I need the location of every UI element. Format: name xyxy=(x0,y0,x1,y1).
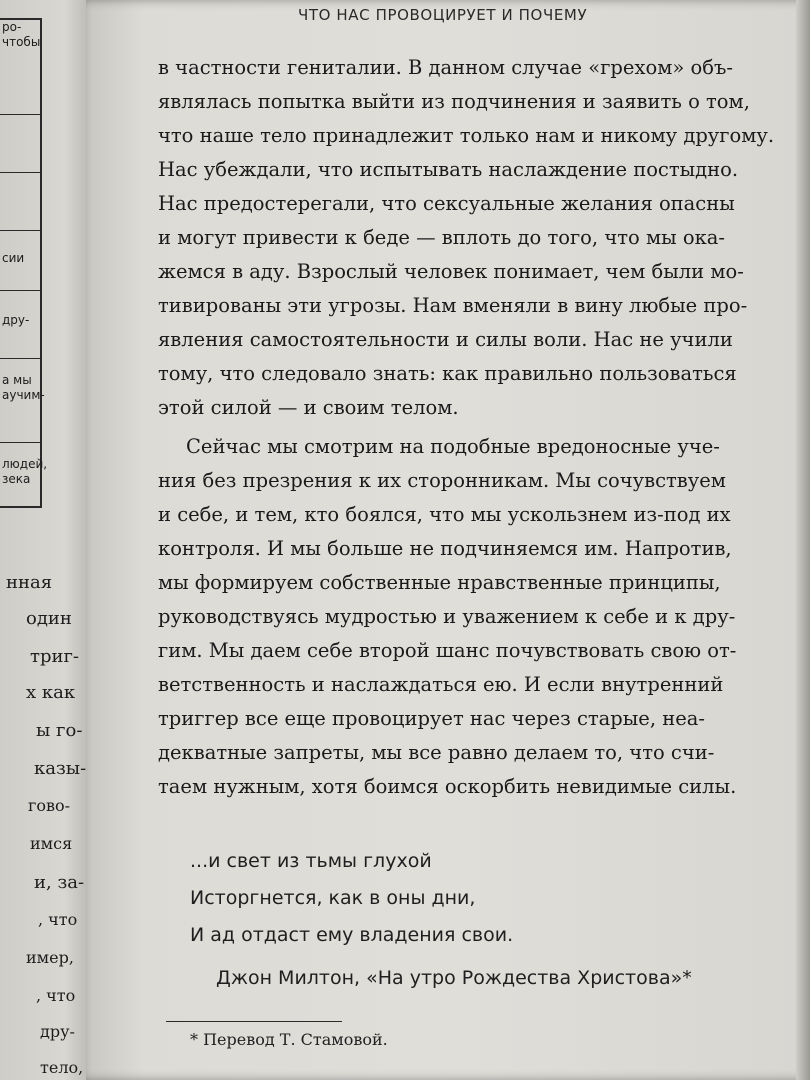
text-line: Нас предостерегали, что сексуальные желания опасны xyxy=(158,192,735,215)
text-line: и себе, и тем, кто боялся, что мы ускользнем из-под их xyxy=(158,503,731,526)
facing-page-line: ы го- xyxy=(36,720,83,741)
text-line: этой силой — и своим телом. xyxy=(158,396,459,419)
facing-page-line: имся xyxy=(30,834,73,853)
facing-page-line: х как xyxy=(26,682,76,703)
table-cell xyxy=(0,114,40,172)
paragraph-first-line: Сейчас мы смотрим на подобные вредоносные уче- xyxy=(186,435,720,458)
facing-page-line: имер, xyxy=(26,948,74,967)
text-line: явления самостоятельности и силы воли. Нас не учили xyxy=(158,328,733,351)
facing-page-line: гово- xyxy=(28,796,71,815)
facing-page-line: , что xyxy=(36,986,76,1005)
footnote: * Перевод Т. Стамовой. xyxy=(190,1030,388,1049)
facing-page-line: казы- xyxy=(34,758,87,779)
facing-page-table xyxy=(0,18,48,508)
table-cell xyxy=(0,230,40,290)
table-cell-text: людей, зека xyxy=(2,457,48,486)
table-cell xyxy=(0,172,40,230)
text-line: что наше тело принадлежит только нам и никому другому. xyxy=(158,124,775,147)
facing-page-line: и, за- xyxy=(34,872,85,893)
table-cell-text: сии xyxy=(2,251,25,265)
facing-page-line: триг- xyxy=(30,646,79,667)
text-line: мы формируем собственные нравственные принципы, xyxy=(158,571,721,594)
table-cell-text: а мы аучим- xyxy=(2,373,45,402)
table-cell xyxy=(0,290,40,358)
table-cell xyxy=(0,442,48,508)
epigraph-line: И ад отдаст ему владения свои. xyxy=(190,924,514,946)
text-line: и могут привести к беде — вплоть до того, что мы ока- xyxy=(158,226,725,249)
table-cell xyxy=(0,18,40,114)
text-line: тому, что следовало знать: как правильно пользоваться xyxy=(158,362,737,385)
text-line: таем нужным, хотя боимся оскорбить невидимые силы. xyxy=(158,775,737,798)
facing-page-line: тело, xyxy=(40,1058,84,1077)
table-cell-text: дру- xyxy=(2,313,30,327)
text-line: ния без презрения к их сторонникам. Мы сочувствуем xyxy=(158,469,726,492)
text-line: в частности гениталии. В данном случае «грехом» объ- xyxy=(158,56,733,79)
text-line: являлась попытка выйти из подчинения и заявить о том, xyxy=(158,90,750,113)
facing-page-line: , что xyxy=(38,910,78,929)
facing-page-line: дру- xyxy=(40,1022,75,1041)
text-line: Нас убеждали, что испытывать наслаждение постыдно. xyxy=(158,158,739,181)
text-line: руководствуясь мудростью и уважением к себе и к дру- xyxy=(158,605,736,628)
epigraph-attribution: Джон Милтон, «На утро Рождества Христова»* xyxy=(216,967,692,989)
text-line: гим. Мы даем себе второй шанс почувствовать свою от- xyxy=(158,639,737,662)
table-cell-text: ро- чтобы xyxy=(2,20,41,49)
text-line: жемся в аду. Взрослый человек понимает, чем были мо- xyxy=(158,260,744,283)
facing-page xyxy=(0,0,92,1080)
running-head: ЧТО НАС ПРОВОЦИРУЕТ И ПОЧЕМУ xyxy=(298,6,588,24)
text-line: декватные запреты, мы все равно делаем то, что счи- xyxy=(158,741,715,764)
footnote-rule xyxy=(166,1021,342,1022)
epigraph-line: ...и свет из тьмы глухой xyxy=(190,850,432,872)
table-cell xyxy=(0,358,45,442)
facing-page-line: один xyxy=(26,608,72,629)
text-line: контроля. И мы больше не подчиняемся им. Напротив, xyxy=(158,537,732,560)
book-page xyxy=(86,0,810,1080)
text-line: ветственность и наслаждаться ею. И если внутренний xyxy=(158,673,724,696)
page-edge xyxy=(796,0,810,1080)
facing-page-line: нная xyxy=(6,572,53,593)
epigraph-line: Исторгнется, как в оны дни, xyxy=(190,887,476,909)
text-line: тивированы эти угрозы. Нам вменяли в вину любые про- xyxy=(158,294,748,317)
text-line: триггер все еще провоцирует нас через старые, неа- xyxy=(158,707,705,730)
